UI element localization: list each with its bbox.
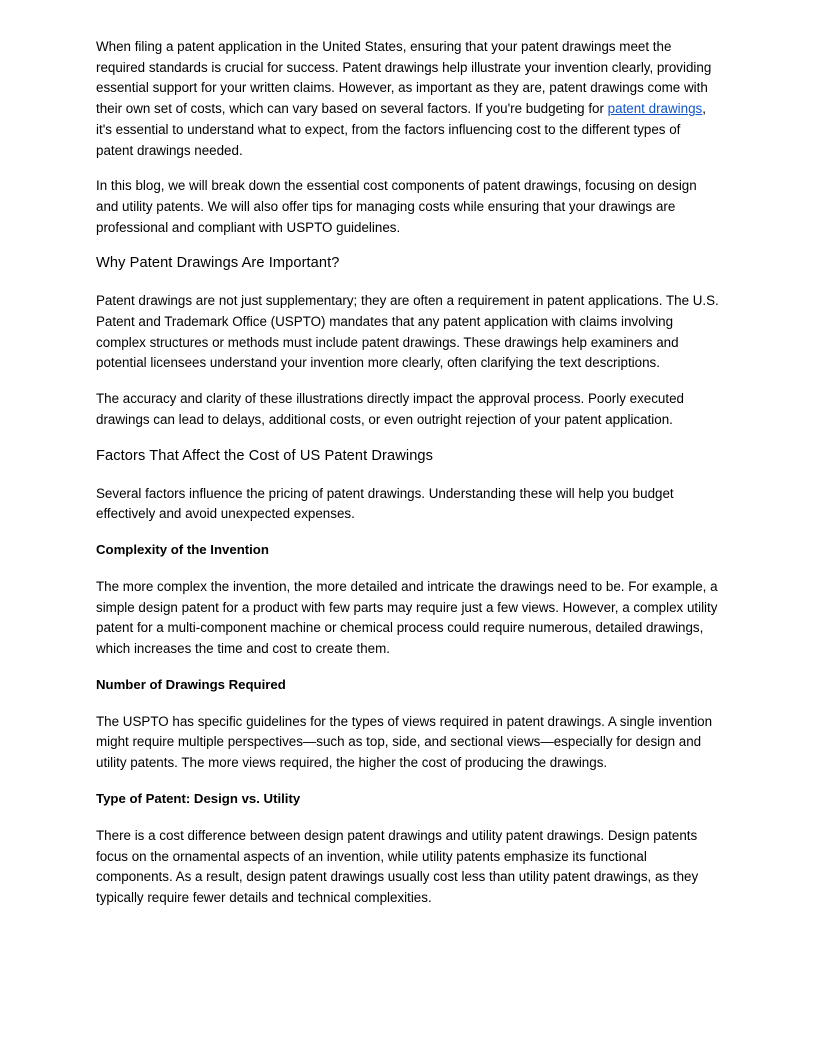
subheading-number-of-drawings: Number of Drawings Required [96,676,286,692]
subheading-complexity: Complexity of the Invention [96,541,269,557]
document-page [96,37,720,909]
subheading-patent-type: Type of Patent: Design vs. Utility [96,790,301,806]
complexity-paragraph: The more complex the invention, the more detailed and intricate the drawings need to be. For example, a simple design patent for a product with few parts may require just a few views. However, a complex utility patent for a multi-component machine or chemical process could require numerous, detailed drawings, which increases the time and cost to create them. [96,578,718,657]
intro-paragraph-2: In this blog, we will break down the essential cost components of patent drawings, focusing on design and utility patents. We will also offer tips for managing costs while ensuring that your drawings are professional and compliant with USPTO guidelines. [96,178,697,235]
heading-why-important: Why Patent Drawings Are Important? [96,255,340,272]
why-paragraph-2: The accuracy and clarity of these illustrations directly impact the approval process. Poorly executed drawings can lead to delays, additional costs, or even outright rejection of your patent application. [96,391,684,427]
number-of-drawings-paragraph: The USPTO has specific guidelines for the types of views required in patent drawings. A single invention might require multiple perspectives—such as top, side, and sectional views—especially for design and utility patents. The more views required, the higher the cost of producing the drawings. [96,713,713,771]
why-paragraph-1: Patent drawings are not just supplementary; they are often a requirement in patent applications. The U.S. Patent and Trademark Office (USPTO) mandates that any patent application with claims involving complex structures or methods must include patent drawings. These drawings help examiners and potential licensees understand your invention more clearly, often clarifying the text descriptions. [96,293,719,371]
intro-paragraph-1 [96,37,720,161]
patent-type-paragraph: There is a cost difference between design patent drawings and utility patent drawings. Design patents focus on the ornamental aspects of an invention, while utility patents emphasize its functional components. As a result, design patent drawings usually cost less than utility patent drawings, as they typically require fewer details and technical complexities. [96,827,699,905]
heading-cost-factors: Factors That Affect the Cost of US Patent Drawings [96,447,434,464]
patent-drawings-link[interactable]: patent drawings [607,101,703,117]
intro-text-before-link: When filing a patent application in the United States, ensuring that your patent drawings meet the required standards is crucial for success. Patent drawings help illustrate your invention clearly, providing essential support for your written claims. However, as important as they are, patent drawings come with their own set of costs, which can vary based on several factors. If you're budgeting for [96,39,712,117]
intro-text-after-link: , it's essential to understand what to expect, from the factors influencing cost to the different types of patent drawings needed. [96,101,706,158]
factors-intro-paragraph: Several factors influence the pricing of patent drawings. Understanding these will help you budget effectively and avoid unexpected expenses. [96,485,674,522]
